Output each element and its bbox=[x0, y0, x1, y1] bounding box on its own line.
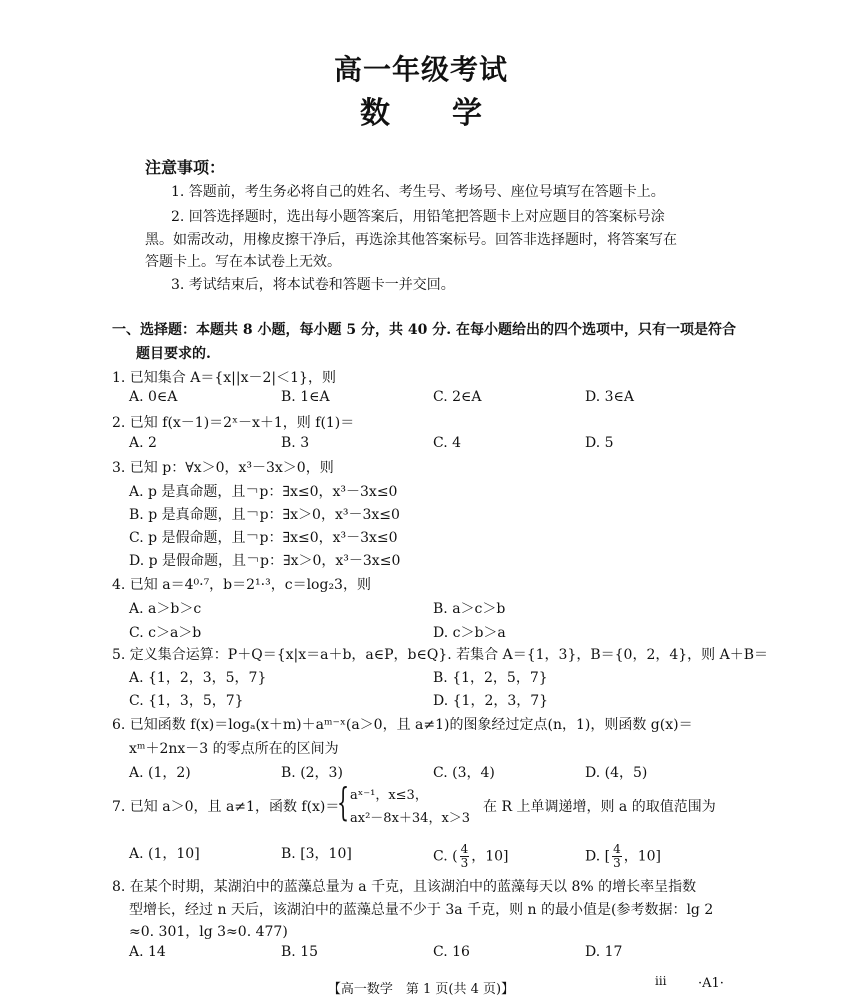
question-6-stem-cont: xᵐ＋2nx－3 的零点所在的区间为 bbox=[129, 741, 339, 757]
q7-option-d-suffix: ，10] bbox=[623, 848, 662, 865]
notice-line: 2. 回答选择题时，选出每小题答案后，用铅笔把答题卡上对应题目的答案标号涂 bbox=[171, 209, 665, 225]
q1-option-c: C. 2∈A bbox=[433, 389, 482, 405]
fraction-numerator: 4 bbox=[613, 842, 621, 856]
q8-option-d: D. 17 bbox=[585, 944, 623, 960]
q7-option-c-prefix: C. ( bbox=[433, 848, 458, 865]
exam-title: 高一年级考试 bbox=[333, 53, 508, 86]
fraction bbox=[612, 843, 622, 870]
q2-option-c: C. 4 bbox=[433, 435, 462, 451]
q7-option-c bbox=[433, 843, 509, 870]
fraction-denominator: 3 bbox=[613, 856, 621, 870]
fraction-denominator: 3 bbox=[460, 856, 469, 870]
q6-option-a: A. (1，2) bbox=[129, 765, 191, 781]
q4-option-a: A. a＞b＞c bbox=[129, 601, 202, 617]
q3-option-c: C. p 是假命题，且￢p：∃x≤0，x³－3x≤0 bbox=[129, 530, 398, 546]
notice-line: 3. 考试结束后，将本试卷和答题卡一并交回。 bbox=[171, 277, 455, 293]
q2-option-b: B. 3 bbox=[281, 435, 310, 451]
q8-option-c: C. 16 bbox=[433, 944, 470, 960]
q7-piece-2: ax²－8x＋34，x＞3 bbox=[350, 811, 471, 826]
question-8-stem-cont: ≈0. 301，lg 3≈0. 477) bbox=[129, 924, 288, 940]
fraction-numerator: 4 bbox=[460, 842, 469, 856]
q2-option-a: A. 2 bbox=[129, 435, 157, 451]
q7-piece-1: aˣ⁻¹，x≤3， bbox=[350, 788, 428, 803]
q8-option-a: A. 14 bbox=[129, 944, 166, 960]
q3-option-b: B. p 是真命题，且￢p：∃x＞0，x³－3x≤0 bbox=[129, 507, 400, 523]
q8-option-b: B. 15 bbox=[281, 944, 319, 960]
notice-line: 黑。如需改动，用橡皮擦干净后，再选涂其他答案标号。回答非选择题时，将答案写在 bbox=[145, 232, 677, 248]
q6-option-b: B. (2，3) bbox=[281, 765, 343, 781]
q1-option-b: B. 1∈A bbox=[281, 389, 330, 405]
q5-option-d: D. {1，2，3，7} bbox=[433, 693, 549, 709]
q7-option-c-suffix: ，10] bbox=[471, 848, 509, 865]
question-3-stem: 3. 已知 p：∀x＞0，x³－3x＞0，则 bbox=[112, 460, 334, 476]
q1-option-d: D. 3∈A bbox=[585, 389, 635, 405]
notice-line: 答题卡上。写在本试卷上无效。 bbox=[145, 254, 341, 270]
question-1-stem: 1. 已知集合 A＝{x||x－2|＜1}，则 bbox=[112, 370, 336, 386]
question-4-stem: 4. 已知 a＝4⁰·⁷，b＝2¹·³，c＝log₂3，则 bbox=[112, 577, 371, 593]
q7-option-d-prefix: D. [ bbox=[585, 848, 611, 865]
question-5-stem: 5. 定义集合运算：P＋Q＝{x|x＝a＋b，a∈P，b∈Q}. 若集合 A＝{1，3}，B＝{0，2，4}，则 A＋B＝ bbox=[112, 647, 769, 663]
q5-option-a: A. {1，2，3，5，7} bbox=[129, 670, 267, 686]
question-7-stem: 7. 已知 a＞0，且 a≠1，函数 f(x)＝ bbox=[112, 799, 340, 815]
question-8-stem: 8. 在某个时期，某湖泊中的蓝藻总量为 a 千克，且该湖泊中的蓝藻每天以 8% 的增长率呈指数 bbox=[112, 879, 697, 895]
fraction bbox=[460, 843, 470, 870]
q5-option-c: C. {1，3，5，7} bbox=[129, 693, 244, 709]
question-6-stem: 6. 已知函数 f(x)＝logₐ(x＋m)＋aᵐ⁻ˣ(a＞0，且 a≠1)的图象经过定点(n，1)，则函数 g(x)＝ bbox=[112, 717, 693, 733]
q7-option-d bbox=[585, 843, 661, 870]
paper-code: ·A1· bbox=[698, 976, 724, 991]
section-heading-cont: 题目要求的. bbox=[136, 346, 211, 362]
q4-option-c: C. c＞a＞b bbox=[129, 625, 202, 641]
question-2-stem: 2. 已知 f(x－1)＝2ˣ－x＋1，则 f(1)＝ bbox=[112, 415, 355, 431]
footer-mark: ⅲ bbox=[655, 974, 667, 988]
question-7-stem-cont: 在 R 上单调递增，则 a 的取值范围为 bbox=[483, 799, 716, 815]
q1-option-a: A. 0∈A bbox=[129, 389, 178, 405]
page-footer: 【高一数学 第 1 页(共 4 页)】 bbox=[327, 982, 515, 997]
question-8-stem-cont: 型增长，经过 n 天后，该湖泊中的蓝藻总量不少于 3a 千克，则 n 的最小值是(参考数据：lg 2 bbox=[129, 902, 714, 918]
subject-title: 数学 bbox=[360, 96, 544, 131]
q3-option-a: A. p 是真命题，且￢p：∃x≤0，x³－3x≤0 bbox=[129, 484, 398, 500]
q5-option-b: B. {1，2，5，7} bbox=[433, 670, 548, 686]
q4-option-d: D. c＞b＞a bbox=[433, 625, 506, 641]
section-heading: 一、选择题：本题共 8 小题，每小题 5 分，共 40 分. 在每小题给出的四个选项中，只有一项是符合 bbox=[112, 322, 736, 338]
q4-option-b: B. a＞c＞b bbox=[433, 601, 506, 617]
q2-option-d: D. 5 bbox=[585, 435, 614, 451]
q3-option-d: D. p 是假命题，且￢p：∃x＞0，x³－3x≤0 bbox=[129, 553, 401, 569]
q7-option-a: A. (1，10] bbox=[129, 846, 200, 862]
notice-line: 1. 答题前，考生务必将自己的姓名、考生号、考场号、座位号填写在答题卡上。 bbox=[171, 184, 665, 200]
notice-heading: 注意事项： bbox=[145, 158, 226, 177]
q7-option-b: B. [3，10] bbox=[281, 846, 352, 862]
q6-option-d: D. (4，5) bbox=[585, 765, 648, 781]
q6-option-c: C. (3，4) bbox=[433, 765, 495, 781]
piecewise-brace: { bbox=[337, 780, 350, 824]
